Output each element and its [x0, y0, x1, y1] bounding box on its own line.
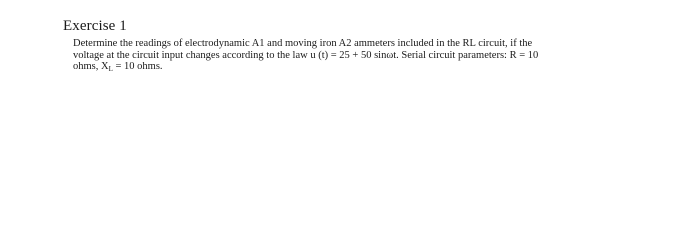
- exercise-title: Exercise 1: [63, 18, 127, 34]
- exercise-text-line-1: Determine the readings of electrodynamic A1 and moving iron A2 ammeters included in the RL circuit, if the: [73, 38, 533, 49]
- inductive-reactance-subscript: L: [108, 65, 113, 74]
- exercise-text-line-2: voltage at the circuit input changes according to the law u (t) = 25 + 50 sinωt. Serial circuit parameters: R = 10: [73, 49, 539, 61]
- exercise-text-line-3: [73, 61, 643, 73]
- exercise-text-line-3-start: ohms, X: [73, 61, 109, 73]
- document-page: [0, 0, 700, 90]
- exercise-text: [73, 38, 643, 73]
- exercise-text-line-3-end: = 10 ohms.: [112, 61, 163, 73]
